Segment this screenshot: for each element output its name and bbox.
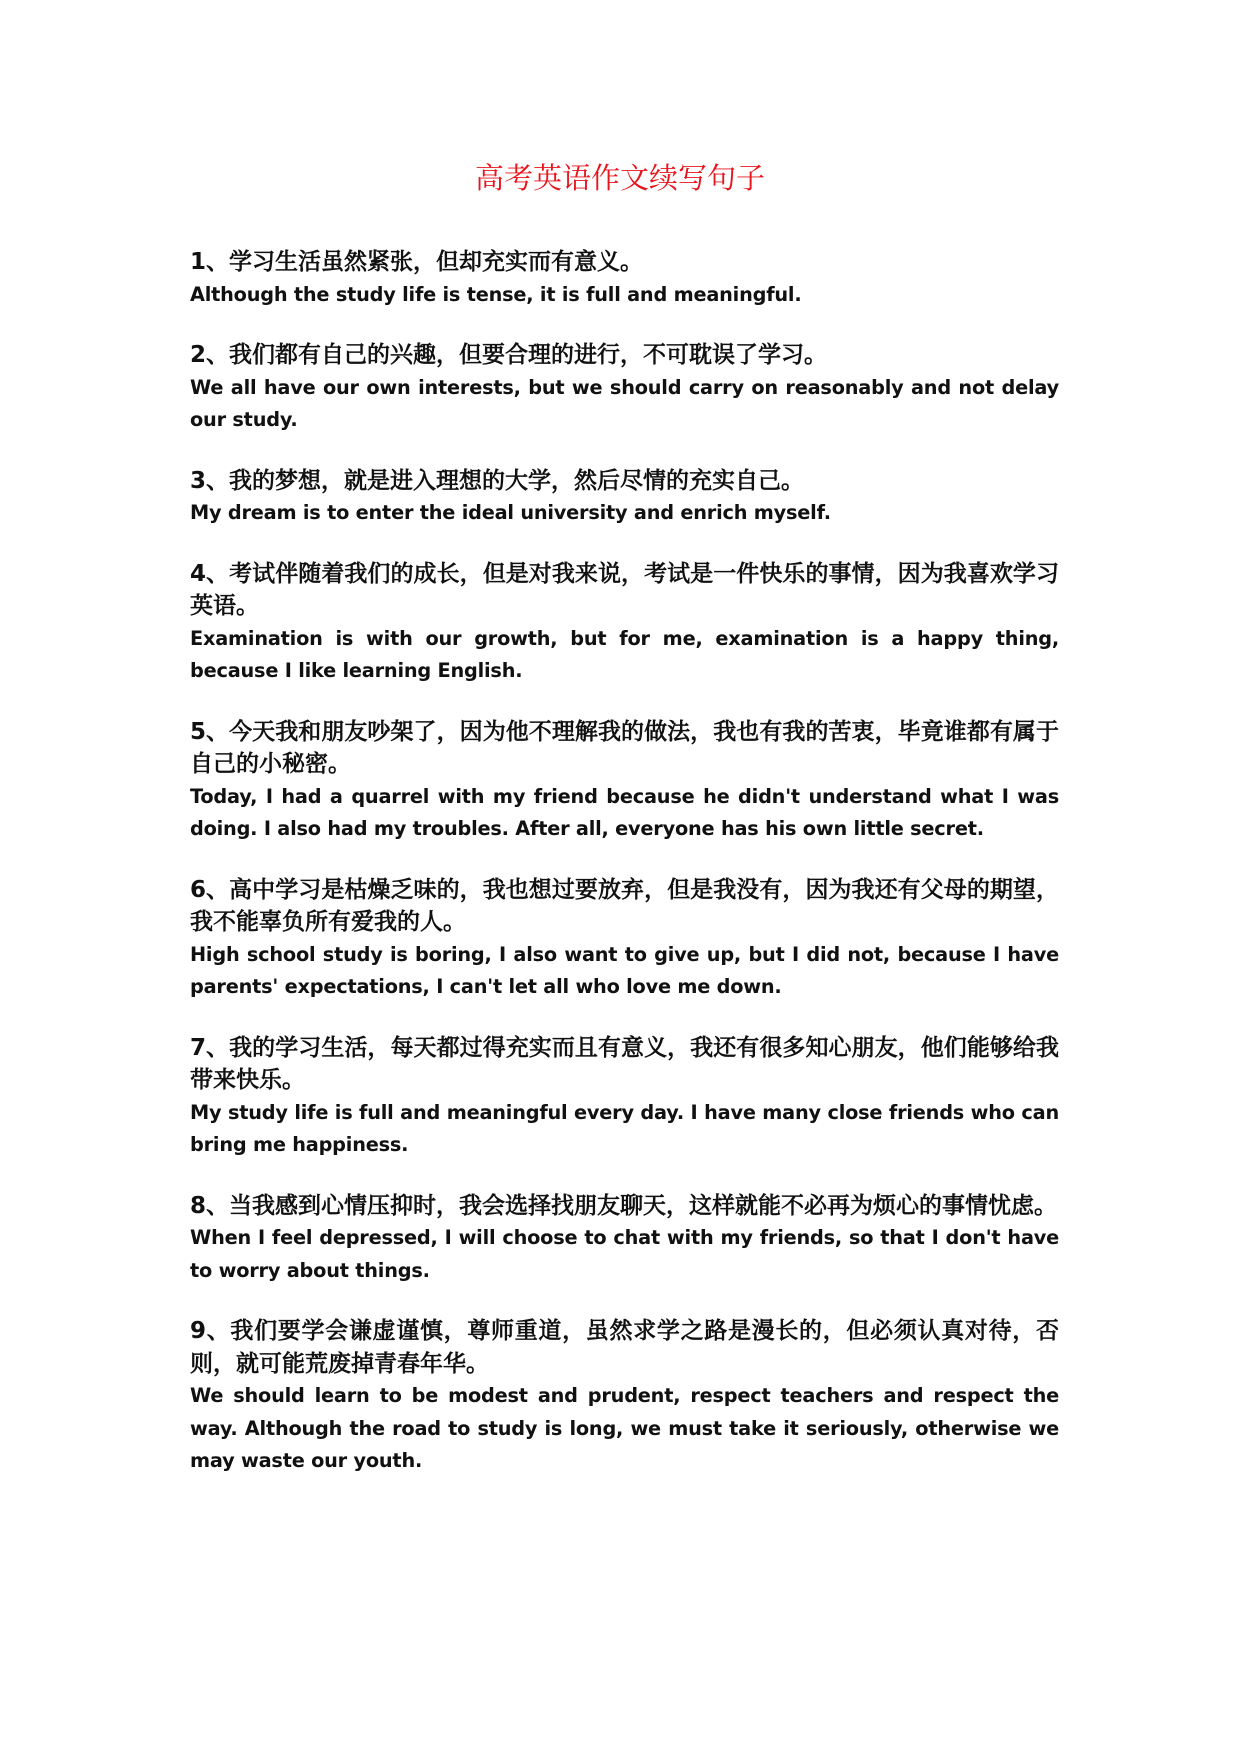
sentence-item-6 (190, 874, 1059, 1004)
english-translation: High school study is boring, I also want to give up, but I did not, because I have parents' expectations, I can't let all who love me down. (190, 942, 1059, 998)
chinese-sentence: 4、考试伴随着我们的成长，但是对我来说，考试是一件快乐的事情，因为我喜欢学习英语。 (190, 560, 1059, 619)
english-translation: My dream is to enter the ideal university and enrich myself. (190, 501, 831, 524)
english-translation: Although the study life is tense, it is full and meaningful. (190, 282, 802, 306)
english-translation: Examination is with our growth, but for me, examination is a happy thing, because I like learning English. (190, 626, 1059, 682)
sentence-item-2 (190, 339, 1059, 437)
chinese-sentence: 8、当我感到心情压抑时，我会选择找朋友聊天，这样就能不必再为烦心的事情忧虑。 (190, 1192, 1058, 1219)
sentence-item-8 (190, 1190, 1059, 1288)
english-translation: Today, I had a quarrel with my friend because he didn't understand what I was doing. I also had my troubles. After all, everyone has his own little secret. (190, 784, 1059, 840)
chinese-sentence: 9、我们要学会谦虚谨慎，尊师重道，虽然求学之路是漫长的，但必须认真对待，否则，就可能荒废掉青春年华。 (190, 1318, 1059, 1377)
sentence-item-1 (190, 246, 1059, 311)
sentence-item-7 (190, 1032, 1059, 1162)
english-translation: When I feel depressed, I will choose to chat with my friends, so that I don't have to worry about things. (190, 1226, 1059, 1282)
chinese-sentence: 7、我的学习生活，每天都过得充实而且有意义，我还有很多知心朋友，他们能够给我带来快乐。 (190, 1034, 1059, 1093)
sentence-item-9 (190, 1315, 1059, 1478)
english-translation: My study life is full and meaningful every day. I have many close friends who can bring me happiness. (190, 1100, 1059, 1156)
sentence-item-5 (190, 716, 1059, 846)
sentence-item-4 (190, 558, 1059, 688)
chinese-sentence: 6、高中学习是枯燥乏味的，我也想过要放弃，但是我没有，因为我还有父母的期望，我不能辜负所有爱我的人。 (190, 876, 1059, 935)
chinese-sentence: 1、学习生活虽然紧张，但却充实而有意义。 (190, 249, 644, 275)
sentence-item-3 (190, 465, 1059, 530)
chinese-sentence: 3、我的梦想，就是进入理想的大学，然后尽情的充实自己。 (190, 467, 805, 494)
english-translation: We should learn to be modest and prudent, respect teachers and respect the way. Although the road to study is long, we must take it seriously, otherwise we may waste our youth. (190, 1384, 1059, 1472)
chinese-sentence: 5、今天我和朋友吵架了，因为他不理解我的做法，我也有我的苦衷，毕竟谁都有属于自己的小秘密。 (190, 718, 1059, 777)
english-translation: We all have our own interests, but we should carry on reasonably and not delay our study. (190, 375, 1059, 431)
chinese-sentence: 2、我们都有自己的兴趣，但要合理的进行，不可耽误了学习。 (190, 342, 828, 368)
document-title: 高考英语作文续写句子 (474, 161, 765, 195)
sentence-list (190, 246, 1059, 1506)
